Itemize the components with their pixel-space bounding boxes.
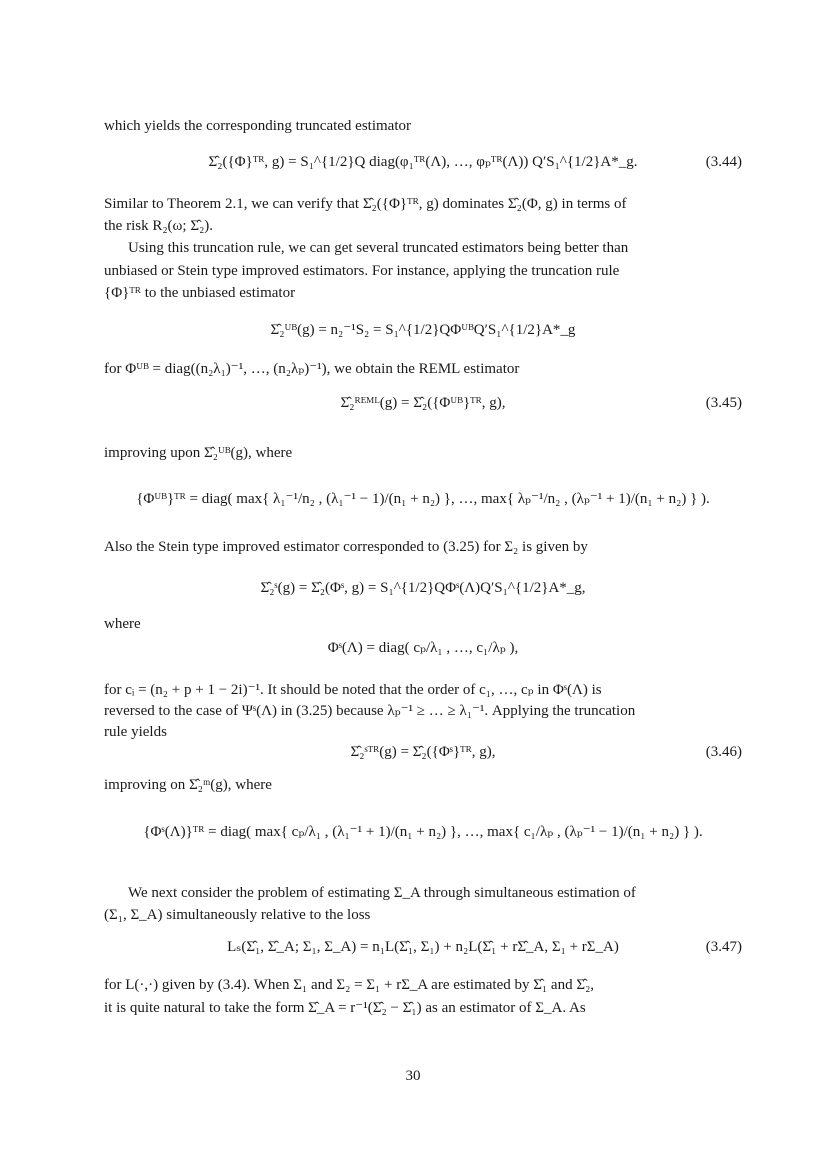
- equation-phi-s: Φˢ(Λ) = diag( cₚ/λ₁ , …, c₁/λₚ ),: [327, 640, 519, 656]
- text-line: the risk R₂(ω; Σ̂₂).: [104, 218, 214, 234]
- text-line: where: [104, 616, 141, 632]
- equation-stein: Σ̂₂ˢ(g) = Σ̂₂(Φˢ, g) = S₁^{1/2}QΦˢ(Λ)Q′S₁^{1/2}A*_g,: [260, 580, 586, 596]
- equation-stein-truncated: {Φˢ(Λ)}ᵀᴿ = diag( max{ cₚ/λ₁ , (λ₁⁻¹ + 1)/(n₁ + n₂) }, …, max{ c₁/λₚ , (λₚ⁻¹ − 1)/(n₁ + n₂) } ).: [143, 824, 703, 840]
- equation-3-47: Lₛ(Σ̂₁, Σ̂_A; Σ₁, Σ_A) = n₁L(Σ̂₁, Σ₁) + n₂L(Σ̂₁ + rΣ̂_A, Σ₁ + rΣ_A): [227, 939, 619, 955]
- text-line: which yields the corresponding truncated estimator: [104, 118, 411, 134]
- equation-number: (3.47): [705, 939, 742, 955]
- text-line: unbiased or Stein type improved estimators. For instance, applying the truncation rule: [104, 263, 620, 279]
- text-line: for L(·,·) given by (3.4). When Σ₁ and Σ₂ = Σ₁ + rΣ_A are estimated by Σ̂₁ and Σ̂₂,: [104, 977, 595, 993]
- text-line: improving upon Σ̂₂ᵁᴮ(g), where: [104, 445, 293, 461]
- text-line: for cᵢ = (n₂ + p + 1 − 2i)⁻¹. It should be noted that the order of c₁, …, cₚ in Φˢ(Λ) is: [104, 682, 602, 698]
- text-line: {Φ}ᵀᴿ to the unbiased estimator: [104, 285, 296, 301]
- text-line: improving on Σ̂₂ᵐ(g), where: [104, 777, 272, 793]
- text-line: (Σ₁, Σ_A) simultaneously relative to the loss: [104, 907, 371, 923]
- text-line: Similar to Theorem 2.1, we can verify that Σ̂₂({Φ}ᵀᴿ, g) dominates Σ̂₂(Φ, g) in terms of: [104, 196, 627, 212]
- equation-ub-truncated: {Φᵁᴮ}ᵀᴿ = diag( max{ λ₁⁻¹/n₂ , (λ₁⁻¹ − 1)/(n₁ + n₂) }, …, max{ λₚ⁻¹/n₂ , (λₚ⁻¹ + 1)/(n₁ + n₂) } ).: [136, 491, 710, 507]
- text-line: it is quite natural to take the form Σ̂_A = r⁻¹(Σ̂₂ − Σ̂₁) as an estimator of Σ_A. As: [104, 1000, 586, 1016]
- equation-3-45: Σ̂₂ᴿᴱᴹᴸ(g) = Σ̂₂({Φᵁᴮ}ᵀᴿ, g),: [340, 395, 506, 411]
- text-line: We next consider the problem of estimating Σ_A through simultaneous estimation of: [128, 885, 636, 901]
- text-line: rule yields: [104, 724, 167, 740]
- page-number: 30: [405, 1068, 421, 1084]
- equation-unbiased: Σ̂₂ᵁᴮ(g) = n₂⁻¹S₂ = S₁^{1/2}QΦᵁᴮQ′S₁^{1/2}A*_g: [270, 322, 576, 338]
- equation-3-46: Σ̂₂ˢᵀᴿ(g) = Σ̂₂({Φˢ}ᵀᴿ, g),: [350, 744, 496, 760]
- equation-number: (3.46): [705, 744, 742, 760]
- text-line: Also the Stein type improved estimator corresponded to (3.25) for Σ₂ is given by: [104, 539, 588, 555]
- text-line: Using this truncation rule, we can get several truncated estimators being better than: [128, 240, 629, 256]
- equation-3-44: Σ̂₂({Φ}ᵀᴿ, g) = S₁^{1/2}Q diag(φ₁ᵀᴿ(Λ), …, φₚᵀᴿ(Λ)) Q′S₁^{1/2}A*_g.: [208, 154, 638, 170]
- text-line: for Φᵁᴮ = diag((n₂λ₁)⁻¹, …, (n₂λₚ)⁻¹), we obtain the REML estimator: [104, 361, 520, 377]
- text-line: reversed to the case of Ψˢ(Λ) in (3.25) because λₚ⁻¹ ≥ … ≥ λ₁⁻¹. Applying the truncation: [104, 703, 636, 719]
- equation-number: (3.44): [705, 154, 742, 170]
- equation-number: (3.45): [705, 395, 742, 411]
